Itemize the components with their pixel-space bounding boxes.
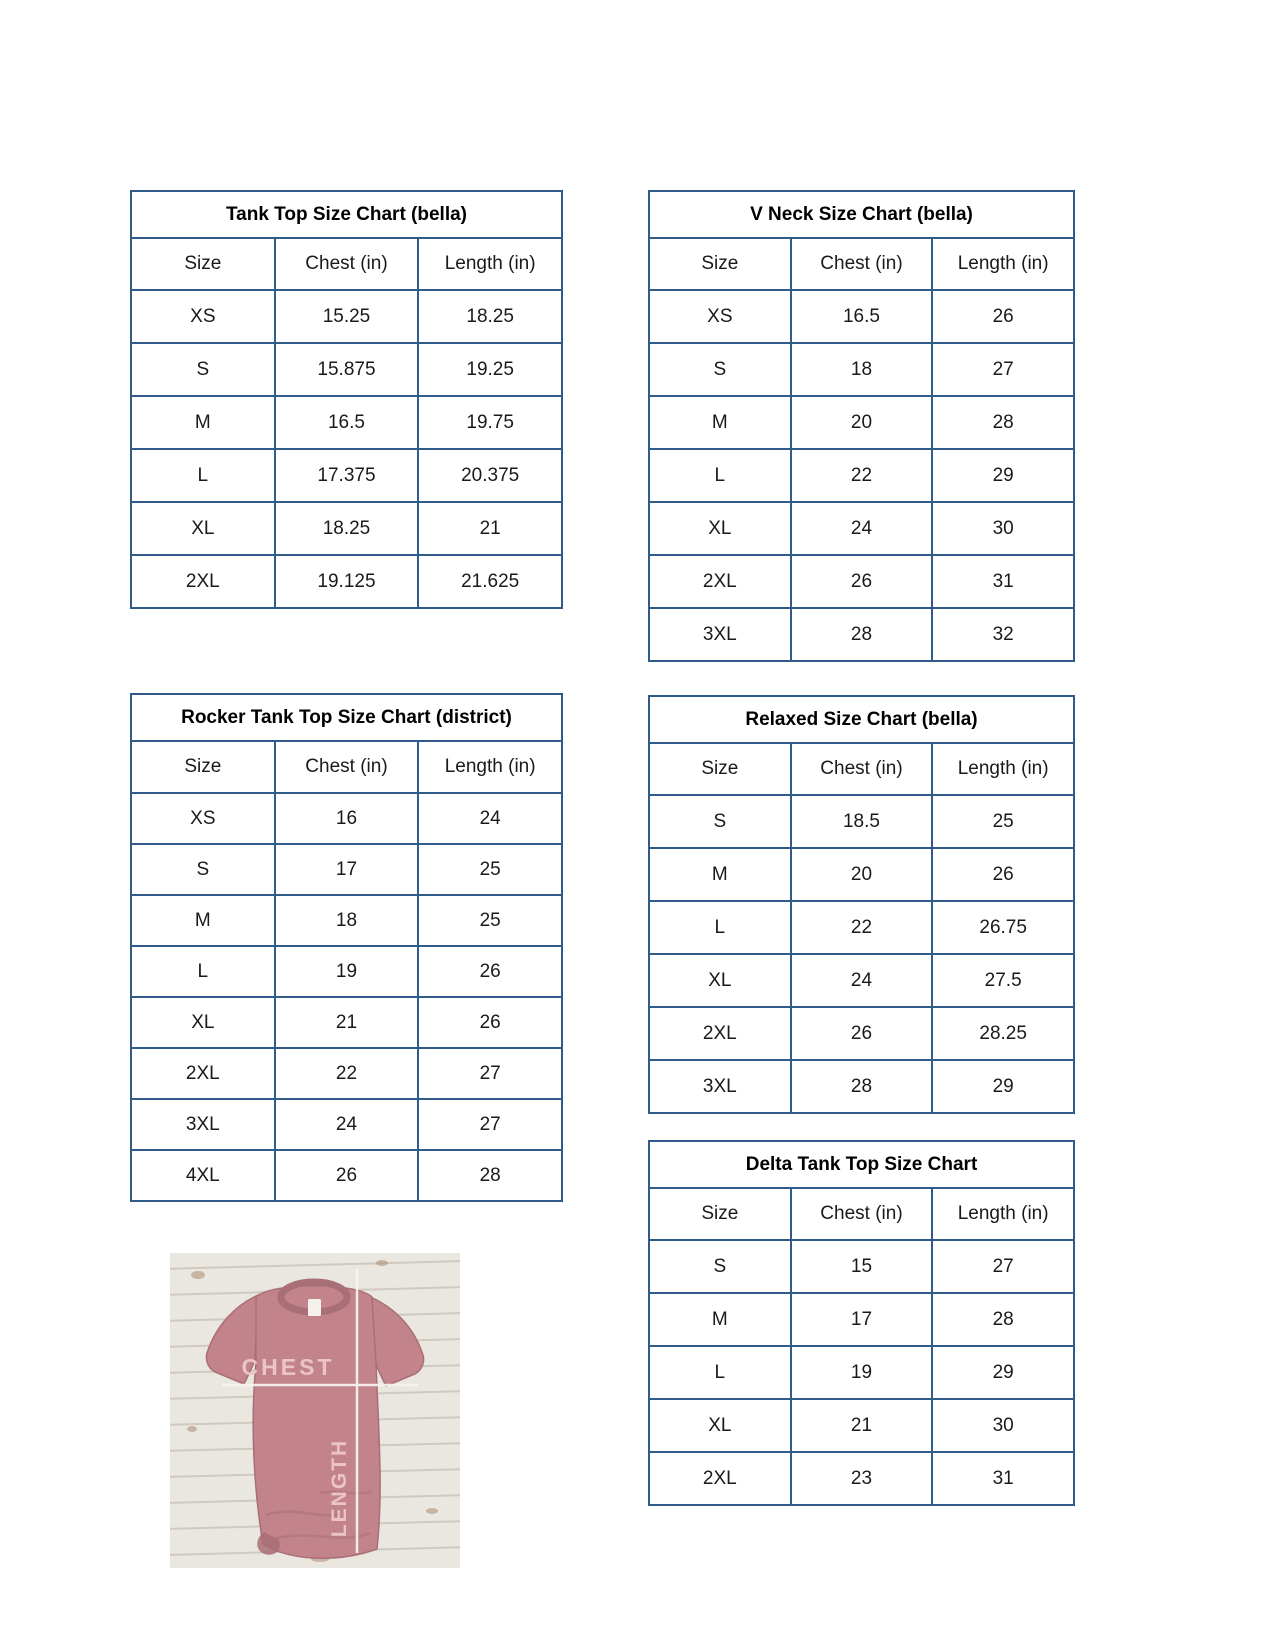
table-row: [131, 290, 562, 343]
table-cell: 27: [932, 343, 1074, 396]
table-row: [131, 895, 562, 946]
table-cell: M: [131, 895, 275, 946]
table-cell: 31: [932, 555, 1074, 608]
column-header-length: Length (in): [932, 1188, 1074, 1240]
tank-top-size-chart: [130, 190, 563, 609]
table-body: [649, 290, 1074, 661]
table-title-row: [131, 694, 562, 741]
table-cell: 29: [932, 449, 1074, 502]
table-cell: 32: [932, 608, 1074, 661]
table-body: [131, 290, 562, 608]
column-header-length: Length (in): [418, 238, 562, 290]
table-cell: 21: [275, 997, 419, 1048]
table-cell: 18: [275, 895, 419, 946]
table-cell: L: [131, 449, 275, 502]
table-cell: M: [131, 396, 275, 449]
table-cell: M: [649, 396, 791, 449]
table-cell: 3XL: [649, 1060, 791, 1113]
table-cell: XS: [131, 290, 275, 343]
table-cell: 30: [932, 502, 1074, 555]
table-cell: 19.125: [275, 555, 419, 608]
table-cell: XS: [649, 290, 791, 343]
table-cell: XL: [131, 997, 275, 1048]
length-label: LENGTH: [328, 1438, 351, 1538]
table-cell: 24: [275, 1099, 419, 1150]
table-row: [131, 793, 562, 844]
table-row: [649, 1240, 1074, 1293]
table-title-row: [649, 1141, 1074, 1188]
table-cell: 22: [791, 901, 933, 954]
table-cell: S: [131, 844, 275, 895]
table-cell: 19.75: [418, 396, 562, 449]
column-header-size: Size: [131, 741, 275, 793]
table-cell: 19: [275, 946, 419, 997]
table-row: [649, 1007, 1074, 1060]
column-header-size: Size: [649, 1188, 791, 1240]
table-cell: 17.375: [275, 449, 419, 502]
table-cell: 20: [791, 396, 933, 449]
delta-tank-top-size-chart: [648, 1140, 1075, 1506]
table-cell: 26: [791, 1007, 933, 1060]
table-cell: 17: [791, 1293, 933, 1346]
table-title: V Neck Size Chart (bella): [649, 191, 1074, 238]
table-row: [131, 1150, 562, 1201]
column-header-size: Size: [131, 238, 275, 290]
table-title: Tank Top Size Chart (bella): [131, 191, 562, 238]
table-row: [649, 795, 1074, 848]
table-cell: 26.75: [932, 901, 1074, 954]
table-cell: 16.5: [791, 290, 933, 343]
table-cell: XL: [649, 954, 791, 1007]
column-header-size: Size: [649, 238, 791, 290]
table-cell: 28: [932, 1293, 1074, 1346]
table-cell: 28: [418, 1150, 562, 1201]
table-cell: 15: [791, 1240, 933, 1293]
table-cell: S: [649, 795, 791, 848]
table-cell: 20.375: [418, 449, 562, 502]
table-title: Delta Tank Top Size Chart: [649, 1141, 1074, 1188]
table-cell: 31: [932, 1452, 1074, 1505]
shirt-neck-tag: [308, 1299, 321, 1316]
table-cell: 26: [791, 555, 933, 608]
column-header-size: Size: [649, 743, 791, 795]
table-row: [649, 1060, 1074, 1113]
column-header-chest: Chest (in): [275, 741, 419, 793]
table-row: [131, 396, 562, 449]
column-header-chest: Chest (in): [791, 238, 933, 290]
table-cell: 18: [791, 343, 933, 396]
shirt-measurement-illustration: [170, 1253, 460, 1568]
table-cell: 4XL: [131, 1150, 275, 1201]
table-cell: 3XL: [649, 608, 791, 661]
table-cell: 15.25: [275, 290, 419, 343]
table-row: [649, 1346, 1074, 1399]
table-cell: 30: [932, 1399, 1074, 1452]
table-row: [131, 343, 562, 396]
table-row: [131, 1048, 562, 1099]
table-cell: 23: [791, 1452, 933, 1505]
table-cell: 25: [418, 844, 562, 895]
table-row: [131, 555, 562, 608]
column-header-chest: Chest (in): [791, 1188, 933, 1240]
table-cell: L: [649, 901, 791, 954]
table-body: [649, 795, 1074, 1113]
table-cell: 28: [932, 396, 1074, 449]
relaxed-size-chart: [648, 695, 1075, 1114]
table-cell: 2XL: [649, 555, 791, 608]
table-cell: 22: [791, 449, 933, 502]
table-cell: S: [131, 343, 275, 396]
table-title: Relaxed Size Chart (bella): [649, 696, 1074, 743]
table-cell: 18.25: [275, 502, 419, 555]
table-cell: 24: [791, 502, 933, 555]
table-row: [649, 608, 1074, 661]
table-row: [649, 555, 1074, 608]
table-cell: 28.25: [932, 1007, 1074, 1060]
table-row: [131, 997, 562, 1048]
table-cell: L: [131, 946, 275, 997]
table-cell: 28: [791, 608, 933, 661]
table-cell: 21.625: [418, 555, 562, 608]
table-cell: 16: [275, 793, 419, 844]
table-cell: 2XL: [649, 1007, 791, 1060]
table-row: [131, 844, 562, 895]
table-cell: 29: [932, 1346, 1074, 1399]
table-row: [649, 396, 1074, 449]
column-header-length: Length (in): [418, 741, 562, 793]
table-header-row: [649, 238, 1074, 290]
table-row: [649, 848, 1074, 901]
table-cell: 15.875: [275, 343, 419, 396]
table-header-row: [131, 741, 562, 793]
table-cell: XS: [131, 793, 275, 844]
table-cell: 22: [275, 1048, 419, 1099]
table-cell: XL: [131, 502, 275, 555]
table-cell: 2XL: [131, 1048, 275, 1099]
column-header-chest: Chest (in): [791, 743, 933, 795]
table-cell: 25: [418, 895, 562, 946]
column-header-chest: Chest (in): [275, 238, 419, 290]
table-cell: 19: [791, 1346, 933, 1399]
table-cell: 27: [932, 1240, 1074, 1293]
table-row: [649, 290, 1074, 343]
table-row: [131, 449, 562, 502]
table-cell: 28: [791, 1060, 933, 1113]
table-cell: 21: [418, 502, 562, 555]
table-title-row: [131, 191, 562, 238]
table-row: [649, 901, 1074, 954]
table-cell: M: [649, 848, 791, 901]
table-cell: 26: [418, 997, 562, 1048]
table-cell: 26: [275, 1150, 419, 1201]
table-cell: 27.5: [932, 954, 1074, 1007]
table-body: [131, 793, 562, 1201]
column-header-length: Length (in): [932, 238, 1074, 290]
table-cell: 21: [791, 1399, 933, 1452]
table-row: [649, 449, 1074, 502]
table-body: [649, 1240, 1074, 1505]
table-row: [649, 1293, 1074, 1346]
table-title-row: [649, 696, 1074, 743]
table-header-row: [131, 238, 562, 290]
table-cell: 27: [418, 1099, 562, 1150]
table-row: [649, 1452, 1074, 1505]
table-row: [131, 946, 562, 997]
table-cell: 24: [418, 793, 562, 844]
table-cell: L: [649, 1346, 791, 1399]
table-cell: 26: [418, 946, 562, 997]
v-neck-size-chart: [648, 190, 1075, 662]
table-row: [131, 502, 562, 555]
table-cell: 18.5: [791, 795, 933, 848]
table-cell: XL: [649, 502, 791, 555]
table-cell: 27: [418, 1048, 562, 1099]
table-cell: 26: [932, 290, 1074, 343]
table-cell: L: [649, 449, 791, 502]
table-cell: 19.25: [418, 343, 562, 396]
table-cell: 25: [932, 795, 1074, 848]
chest-label: CHEST: [241, 1354, 335, 1380]
table-cell: 29: [932, 1060, 1074, 1113]
table-cell: 18.25: [418, 290, 562, 343]
table-title: Rocker Tank Top Size Chart (district): [131, 694, 562, 741]
table-cell: 24: [791, 954, 933, 1007]
table-row: [649, 343, 1074, 396]
table-cell: 2XL: [131, 555, 275, 608]
table-row: [649, 1399, 1074, 1452]
column-header-length: Length (in): [932, 743, 1074, 795]
shirt-body: [253, 1286, 380, 1559]
table-cell: 17: [275, 844, 419, 895]
table-header-row: [649, 1188, 1074, 1240]
table-title-row: [649, 191, 1074, 238]
table-cell: S: [649, 1240, 791, 1293]
table-row: [131, 1099, 562, 1150]
table-cell: 3XL: [131, 1099, 275, 1150]
table-row: [649, 954, 1074, 1007]
table-cell: M: [649, 1293, 791, 1346]
table-cell: 2XL: [649, 1452, 791, 1505]
table-cell: S: [649, 343, 791, 396]
table-header-row: [649, 743, 1074, 795]
table-cell: 26: [932, 848, 1074, 901]
table-cell: 20: [791, 848, 933, 901]
shirt-measurement-photo: [170, 1253, 460, 1568]
table-cell: 16.5: [275, 396, 419, 449]
table-row: [649, 502, 1074, 555]
table-cell: XL: [649, 1399, 791, 1452]
rocker-tank-top-size-chart: [130, 693, 563, 1202]
